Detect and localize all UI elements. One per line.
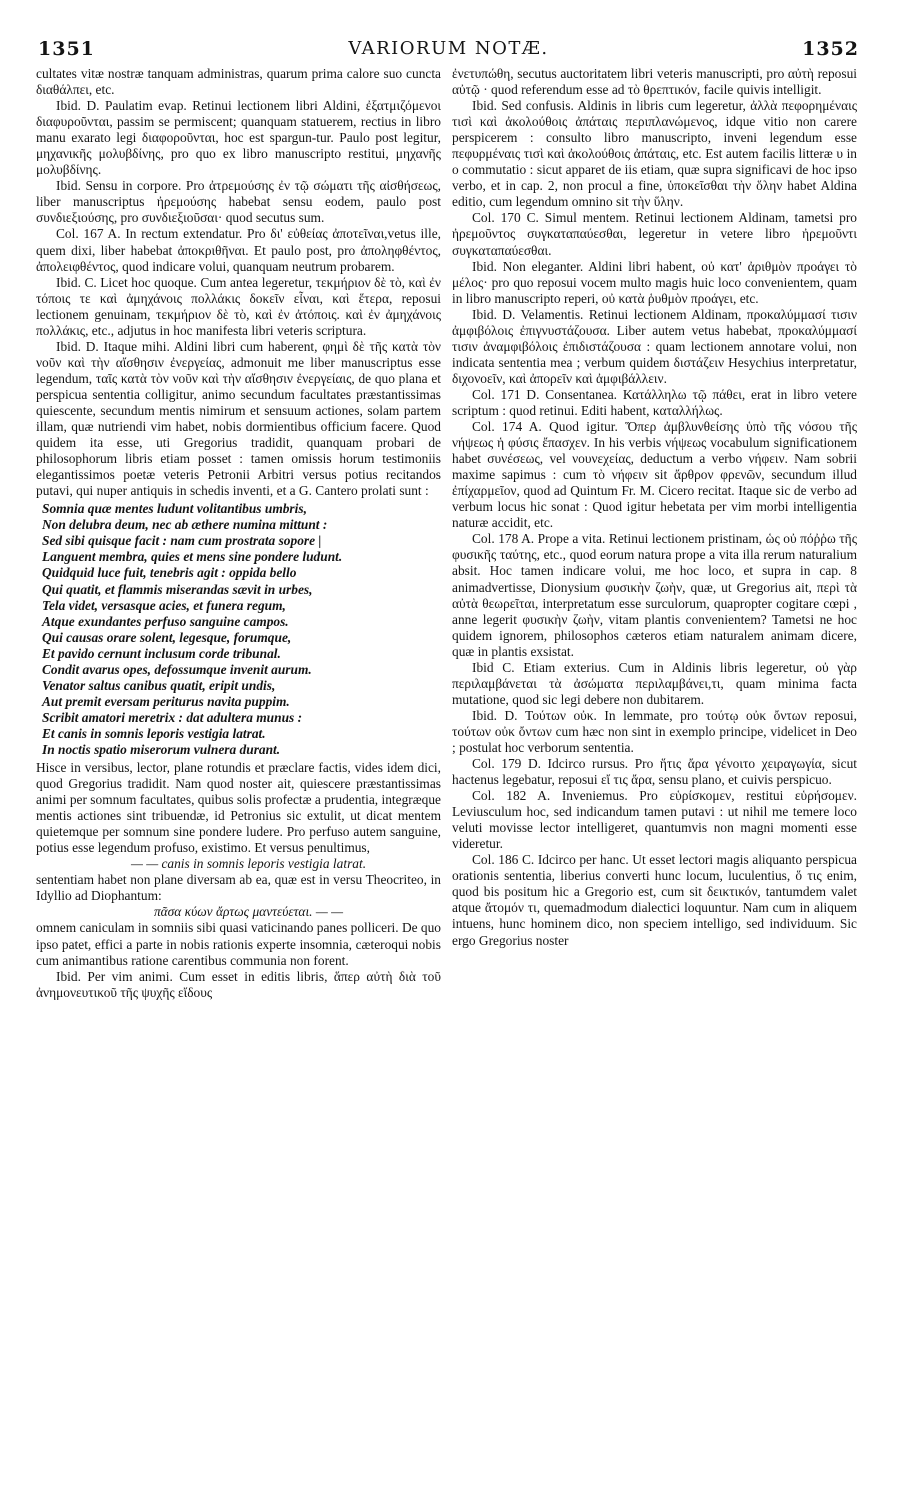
left-paragraph: Hisce in versibus, lector, plane rotundis et præclare factis, vides idem dici, quod Gregorius tradidit. Nam quod noster ait, quiescere præstantissimas animi per somnum facultates, quibus solis profectæ a prudentia, integræque mentis actiones sint tribuendæ, id Petronius sic extulit, ut dicat mentem quietemque per somnum sine pondere ludere. Pro perfuso autem sanguine, potius esse legendum profuso, existimo. Et versus penultimus,: [36, 760, 441, 856]
right-paragraph: ἐνετυπώθη, secutus auctoritatem libri veteris manuscripti, pro αὐτὴ reposui αὐτῷ · quod referendum esse ad τὸ θρεπτικόν, facile quivis intelligit.: [452, 66, 857, 98]
left-paragraph: Ibid. C. Licet hoc quoque. Cum antea legeretur, τεκμήριον δὲ τὸ, καὶ ἐν τόποις τε καὶ ἀμηχάνοις πολλάκις δοκεῖν εἶναι, καὶ ἕτερα, reposui lectionem genuinam, τεκμήριον δὲ τὸ, καὶ ἐν ἀτόποις. καὶ ἐν ἀμηχάνοις πολλάκις, etc., adjutus in hoc manifesta libri veteris scriptura.: [36, 274, 441, 338]
right-paragraph: Col. 171 D. Consentanea. Κατάλληλω τῷ πάθει, erat in libro vetere scriptum : quod retinui. Editi habent, καταλλήλως.: [452, 386, 857, 418]
right-paragraph: Ibid. Sed confusis. Aldinis in libris cum legeretur, ἀλλὰ πεφορημέναις τισὶ καὶ ἀκολούθοις ἀπάταις περιπλανώμενος, idque vitio non carere perspicerem : consulto libro manuscripto, inveni legendum esse πεφυρμέναις τισὶ καὶ ἀκολούθοις ἀπάταις, etc. Est autem facilis litteræ υ in ο commutatio : sicut apparet de iis etiam, quæ supra significavi de hoc ipso verbo, et in cap. 2, non procul a fine, ὑποκεῖσθαι τὴν ὅλην habet Aldina editio, cum legendum omnino sit τὴν ὕλην.: [452, 98, 857, 210]
right-paragraph: Col. 182 A. Inveniemus. Pro εὑρίσκομεν, restitui εὑρήσομεν. Leviusculum hoc, sed indicandum tamen putavi : ut nihil me temere loco veluti movisse lector intelligeret, quantumvis non magni momenti esse videretur.: [452, 788, 857, 852]
poem-line: Qui causas orare solent, legesque, forumque,: [42, 629, 292, 645]
poem-line: Venator saltus canibus quatit, eripit undis,: [42, 677, 276, 693]
right-paragraph: Col. 170 C. Simul mentem. Retinui lectionem Aldinam, tametsi pro ἠρεμοῦντος συγκαταπαύεσθαι, legeretur in vetere libro ἠρεμοῦντι συγκαταπαύεσθαι.: [452, 210, 857, 258]
right-paragraph: Ibid C. Etiam exterius. Cum in Aldinis libris legeretur, οὐ γὰρ περιλαμβάνεται τὰ ἀσώματα περιλαμβάνει,τι, quam minima facta mutatione, quod sic legi debere non dubitarem.: [452, 659, 857, 707]
left-paragraph: cultates vitæ nostræ tanquam administras, quarum prima calore suo cuncta διαθάλπει, etc.: [36, 66, 441, 98]
poem-line: Atque exundantes perfuso sanguine campos.: [42, 613, 289, 629]
poem-line: Et canis in somnis leporis vestigia latrat.: [42, 725, 266, 741]
right-paragraph: Col. 178 A. Prope a vita. Retinui lectionem pristinam, ὡς οὐ πόῤῥω τῆς φυσικῆς ταύτης, etc., quod eorum natura prope a vita illa rerum naturalium absit. Hoc tamen indicare volui, me hoc loco, et supra in cap. 8 animadvertisse, Dionysium φυσικὴν ζωὴν, quæ, ut Gregorius ait, περὶ τὰ αὐτὰ θεωρεῖται, interpretatum esse surculorum, quapropter cogitare cœpi , anne legerit φυσικὴν ζωὴν, vitam plantis convenientem? Tametsi ne hoc quidem ignorem, philosophos cæteros etiam naturalem animam dicere, quæ in plantis exsistat.: [452, 531, 857, 659]
poem-line: Aut premit eversam periturus navita puppim.: [42, 693, 290, 709]
page-header: [38, 38, 859, 64]
poem-line: Scribit amatori meretrix : dat adultera munus :: [42, 709, 303, 725]
left-paragraph: Ibid. D. Itaque mihi. Aldini libri cum haberent, φημὶ δὲ τῆς κατὰ τὸν νοῦν καὶ τὴν αἴσθησιν ἐνεργείας, admonuit me liber manuscriptus esse legendum, ταῖς κατὰ τὸν νοῦν καὶ τὴν αἴσθησιν ἐνεργείαις, de quo plana et perspicua sententia colligitur, animo secundum facultates præstantissimas quiescente, secundum mentis nimirum et sensuum actiones, solam partem illam, quæ nutriendi vim habet, nobis dormientibus officium facere. Quod quidem ita esse, uti Gregorius tradidit, quanquam probari de philosophorum libris etiam posset : tamen omissis horum testimoniis elegantissimos poetæ veteris Petronii Arbitri versus potius recitandos putavi, qui nuper antiquis in schedis inventi, et a G. Cantero prolati sunt :: [36, 338, 441, 499]
poem-line: Quidquid luce fuit, tenebris agit : oppida bello: [42, 565, 297, 581]
page-number-left: 1351: [38, 38, 95, 60]
left-paragraph: omnem caniculam in somniis sibi quasi vaticinando panes polliceri. De quo ipso patet, effici a parte in nobis rationis experte insomnia, cæteroqui nobis cum animantibus ratione carentibus communia non forent.: [36, 920, 441, 968]
left-paragraph: Ibid. Per vim animi. Cum esset in editis libris, ἅπερ αὐτὴ διὰ τοῦ ἀνημονευτικοῦ τῆς ψυχῆς εἴδους: [36, 968, 441, 1000]
left-paragraph: Ibid. Sensu in corpore. Pro ἀτρεμούσης ἐν τῷ σώματι τῆς αἰσθήσεως, liber manuscriptus ἠρεμούσης habebat sensu eodem, paulo post συνδιεξιούσης, pro συνδιεξιοῦσαι· quod secutus sum.: [36, 178, 441, 226]
running-title: VARIORUM NOTÆ.: [348, 38, 549, 59]
right-paragraph: Col. 174 A. Quod igitur. Ὅπερ ἀμβλυνθείσης ὑπὸ τῆς νόσου τῆς νήψεως ἡ φύσις ἔπασχεν. In his verbis νήψεως vocabulum significationem habet συνέσεως, vel νουνεχείας, deductum a verbo νήφειν. Nam sobrii maxime sapimus : cum τὸ νήφειν sit ἄρθρον φρενῶν, secundum illud ἐπίχαρμεῖον, quod ad Quintum Fr. M. Cicero recitat. Itaque sic de verbo ad verbum locus hic sonat : Quod igitur hebetata per vim morbi intelligentia naturæ accidit, etc.: [452, 419, 857, 531]
page-number-right: 1352: [802, 38, 859, 60]
right-paragraph: Ibid. Non eleganter. Aldini libri habent, οὐ κατ' ἀριθμὸν προάγει τὸ μέλος· pro quo reposui vocem multo magis huic loco convenientem, quam in libro manuscripto reperi, οὐ κατὰ ῥυθμὸν προάγει, etc.: [452, 258, 857, 306]
poem-line: Sed sibi quisque facit : nam cum prostrata sopore |: [42, 533, 322, 549]
left-column: [36, 66, 441, 1001]
left-paragraph: Col. 167 A. In rectum extendatur. Pro δι' εὐθείας ἀποτεῖναι,vetus ille, quem dixi, liber habebat ἀποκριθῆναι. Et paulo post, pro ἀποληφθέντος, ἀπολειφθέντος, quod indicare volui, quanquam neutrum probarem.: [36, 226, 441, 274]
quoted-verse: — — canis in somnis leporis vestigia latrat.: [130, 856, 367, 872]
poem-line: Condit avarus opes, defossumque invenit aurum.: [42, 661, 312, 677]
petronius-poem: [42, 501, 441, 758]
right-paragraph: Ibid. D. Velamentis. Retinui lectionem Aldinam, προκαλύμμασί τισιν ἀμφιβόλοις ἐπιγνυστάζουσα. Liber autem vetus habebat, προκαλύμμασί τισιν ἀναμφιβόλοις ἐπιδιστάζουσα : quam lectionem annotare volui, non indicata sententia mea ; verbum quidem διστάζειν Hesychius interpretatur, διχονοεῖν, καὶ ἀπορεῖν καὶ ἀμφιβάλλειν.: [452, 306, 857, 386]
poem-line: Non delubra deum, nec ab æthere numina mittunt :: [42, 517, 328, 533]
right-column: [452, 66, 857, 949]
right-paragraph: Col. 186 C. Idcirco per hanc. Ut esset lectori magis aliquanto perspicua orationis sententia, liberius converti hunc locum, luculentius, ὅ τις enim, quod bis positum hic a Gregorio est, cum sit δεικτικόν, tantumdem valet atque ἄτομόν τι, quemadmodum dialectici loquuntur. Nam cum in aliquem intuens, hunc hominem dico, non speciem intelligo, sed individuum. Sic ergo Gregorius noster: [452, 852, 857, 948]
greek-verse: πᾶσα κύων ἄρτως μαντεύεται. — —: [153, 904, 344, 920]
poem-line: In noctis spatio miserorum vulnera durant.: [42, 741, 281, 757]
left-paragraph: Ibid. D. Paulatim evap. Retinui lectionem libri Aldini, ἐξατμιζόμενοι διαφυροῦνται, passim se permiscent; quanquam statuerem, rectius in libro manu exarato legi διαφοροῦνται, hoc est spargun-tur. Paulo post legitur, μηχανικῆς μολυβδίνης, pro quo ex libro manuscripto restitui, μηχανῆς μολυβδίνης.: [36, 98, 441, 178]
poem-line: Somnia quæ mentes ludunt volitantibus umbris,: [42, 501, 307, 517]
poem-line: Qui quatit, et flammis miserandas sævit in urbes,: [42, 581, 313, 597]
left-paragraph: sententiam habet non plane diversam ab ea, quæ est in versu Theocriteo, in Idyllio ad Diophantum:: [36, 872, 441, 904]
right-paragraph: Ibid. D. Τούτων οὐκ. In lemmate, pro τούτῳ οὐκ ὄντων reposui, τούτων οὐκ ὄντων cum hæc non sint in exemplo principe, videlicet in Deo ; postulat hoc verborum sententia.: [452, 707, 857, 755]
poem-line: Languent membra, quies et mens sine pondere ludunt.: [42, 549, 343, 565]
poem-line: Tela videt, versasque acies, et funera regum,: [42, 597, 286, 613]
right-paragraph: Col. 179 D. Idcirco rursus. Pro ἥτις ἄρα γένοιτο χειραγωγία, sicut hactenus legebatur, reposui εἴ τις ἄρα, sensu plano, et cuivis perspicuo.: [452, 756, 857, 788]
poem-line: Et pavido cernunt inclusum corde tribunal.: [42, 645, 281, 661]
